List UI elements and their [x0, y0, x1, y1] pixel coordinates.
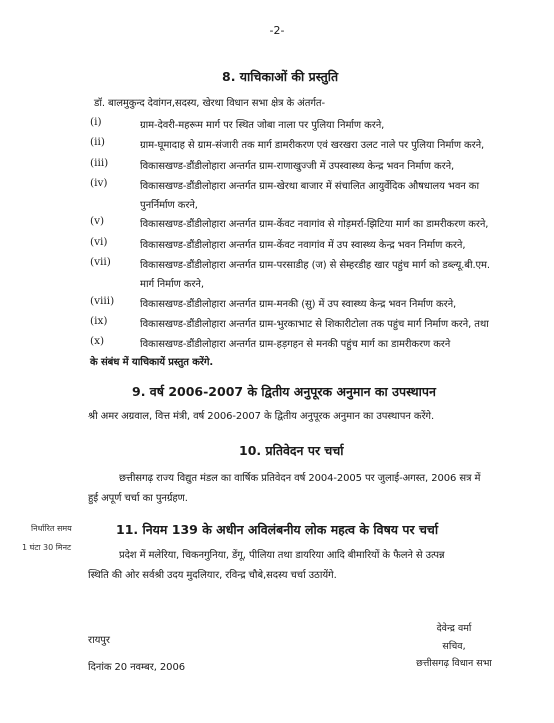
list-item: विकासखण्ड-डौंडीलोहारा अन्तर्गत ग्राम-केंवट नवागांव से गोड़मर्रा-झिटिया मार्ग का डामरीकरण करने,: [140, 219, 489, 230]
section-9-heading: 9. वर्ष 2006-2007 के द्वितीय अनुपूरक अनुमान का उपस्थापन: [132, 384, 436, 399]
list-item-continuation: मार्ग निर्माण करने,: [140, 279, 204, 290]
section-11-heading: 11. नियम 139 के अधीन अविलंबनीय लोक महत्व के विषय पर चर्चा: [116, 522, 439, 537]
section-8-intro: डॉ. बालमुकुन्द देवांगन,सदस्य, खेरथा विधान सभा क्षेत्र के अंतर्गत-: [94, 98, 325, 109]
list-item: विकासखण्ड-डौंडीलोहारा अन्तर्गत ग्राम-राणाखुज्जी में उपस्वास्थ्य केन्द्र भवन निर्माण करने,: [140, 161, 455, 172]
list-item: विकासखण्ड-डौंडीलोहारा अन्तर्गत ग्राम-परसाडीह (ज) से सेम्हरडीह खार पहुंच मार्ग को डब्ल्यू.बी.एम.: [140, 260, 490, 271]
item-number: (vi): [90, 236, 108, 248]
allotted-time-value: 1 घंटा 30 मिनट: [22, 543, 72, 552]
section-8-heading: 8. याचिकाओं की प्रस्तुति: [222, 69, 339, 84]
section-8-closing: के संबंध में याचिकायें प्रस्तुत करेंगे.: [90, 357, 214, 368]
signatory-designation: सचिव,: [442, 641, 466, 652]
item-number: (iv): [90, 177, 108, 189]
list-item: विकासखण्ड-डौंडीलोहारा अन्तर्गत ग्राम-मनकी (सु) में उप स्वास्थ्य केन्द्र भवन निर्माण करने,: [140, 299, 457, 310]
item-number: (ii): [90, 136, 105, 148]
item-number: (v): [90, 215, 105, 227]
section-10-heading: 10. प्रतिवेदन पर चर्चा: [239, 443, 344, 458]
footer-place: रायपुर: [88, 635, 110, 646]
list-item: ग्राम-देवरी-महरूम मार्ग पर स्थित जोबा नाला पर पुलिया निर्माण करने,: [140, 120, 385, 131]
allotted-time-label: निर्धारित समय: [31, 524, 72, 533]
item-number: (x): [90, 335, 105, 347]
section-11-line-2: स्थिति की ओर सर्वश्री उदय मुदलियार, रविन्द्र चौबे,सदस्य चर्चा उठायेंगे.: [88, 570, 337, 581]
list-item: विकासखण्ड-डौंडीलोहारा अन्तर्गत ग्राम-भुरकाभाट से शिकारीटोला तक पहुंच मार्ग निर्माण करने, तथा: [140, 319, 489, 330]
signatory-name: देवेन्द्र वर्मा: [436, 623, 472, 634]
section-9-text: श्री अमर अग्रवाल, वित्त मंत्री, वर्ष 2006-2007 के द्वितीय अनुपूरक अनुमान का उपस्थापन करेंगे.: [88, 411, 435, 422]
page-number: -2-: [269, 24, 285, 37]
item-number: (viii): [90, 295, 115, 307]
item-number: (vii): [90, 256, 111, 268]
section-10-line-1: छत्तीसगढ़ राज्य विद्युत मंडल का वार्षिक प्रतिवेदन वर्ष 2004-2005 पर जुलाई-अगस्त, 2006 सत्र में: [119, 473, 481, 484]
list-item: विकासखण्ड-डौंडीलोहारा अन्तर्गत ग्राम-हड़गहन से मनकी पहुंच मार्ग का डामरीकरण करने: [140, 339, 451, 350]
item-number: (iii): [90, 157, 109, 169]
list-item: विकासखण्ड-डौंडीलोहारा अन्तर्गत ग्राम-खेरथा बाजार में संचालित आयुर्वेदिक औषधालय भवन का: [140, 181, 479, 192]
signatory-office: छत्तीसगढ़ विधान सभा: [416, 658, 492, 669]
list-item: ग्राम-घूमादाह से ग्राम-संजारी तक मार्ग डामरीकरण एवं खरखरा उलट नाले पर पुलिया निर्माण करने,: [140, 140, 485, 151]
item-number: (ix): [90, 315, 108, 327]
section-10-line-2: हुई अपूर्ण चर्चा का पुनर्ग्रहण.: [88, 493, 188, 504]
list-item-continuation: पुनर्निर्माण करने,: [140, 200, 198, 211]
section-11-line-1: प्रदेश में मलेरिया, चिकनगुनिया, डेंगू, पीलिया तथा डायरिया आदि बीमारियों के फैलने से उत्पन्न: [119, 550, 445, 561]
item-number: (i): [90, 116, 102, 128]
footer-date: दिनांक 20 नवम्बर, 2006: [88, 662, 185, 673]
list-item: विकासखण्ड-डौंडीलोहारा अन्तर्गत ग्राम-केंवट नवागांव में उप स्वास्थ्य केन्द्र भवन निर्माण करने,: [140, 240, 466, 251]
